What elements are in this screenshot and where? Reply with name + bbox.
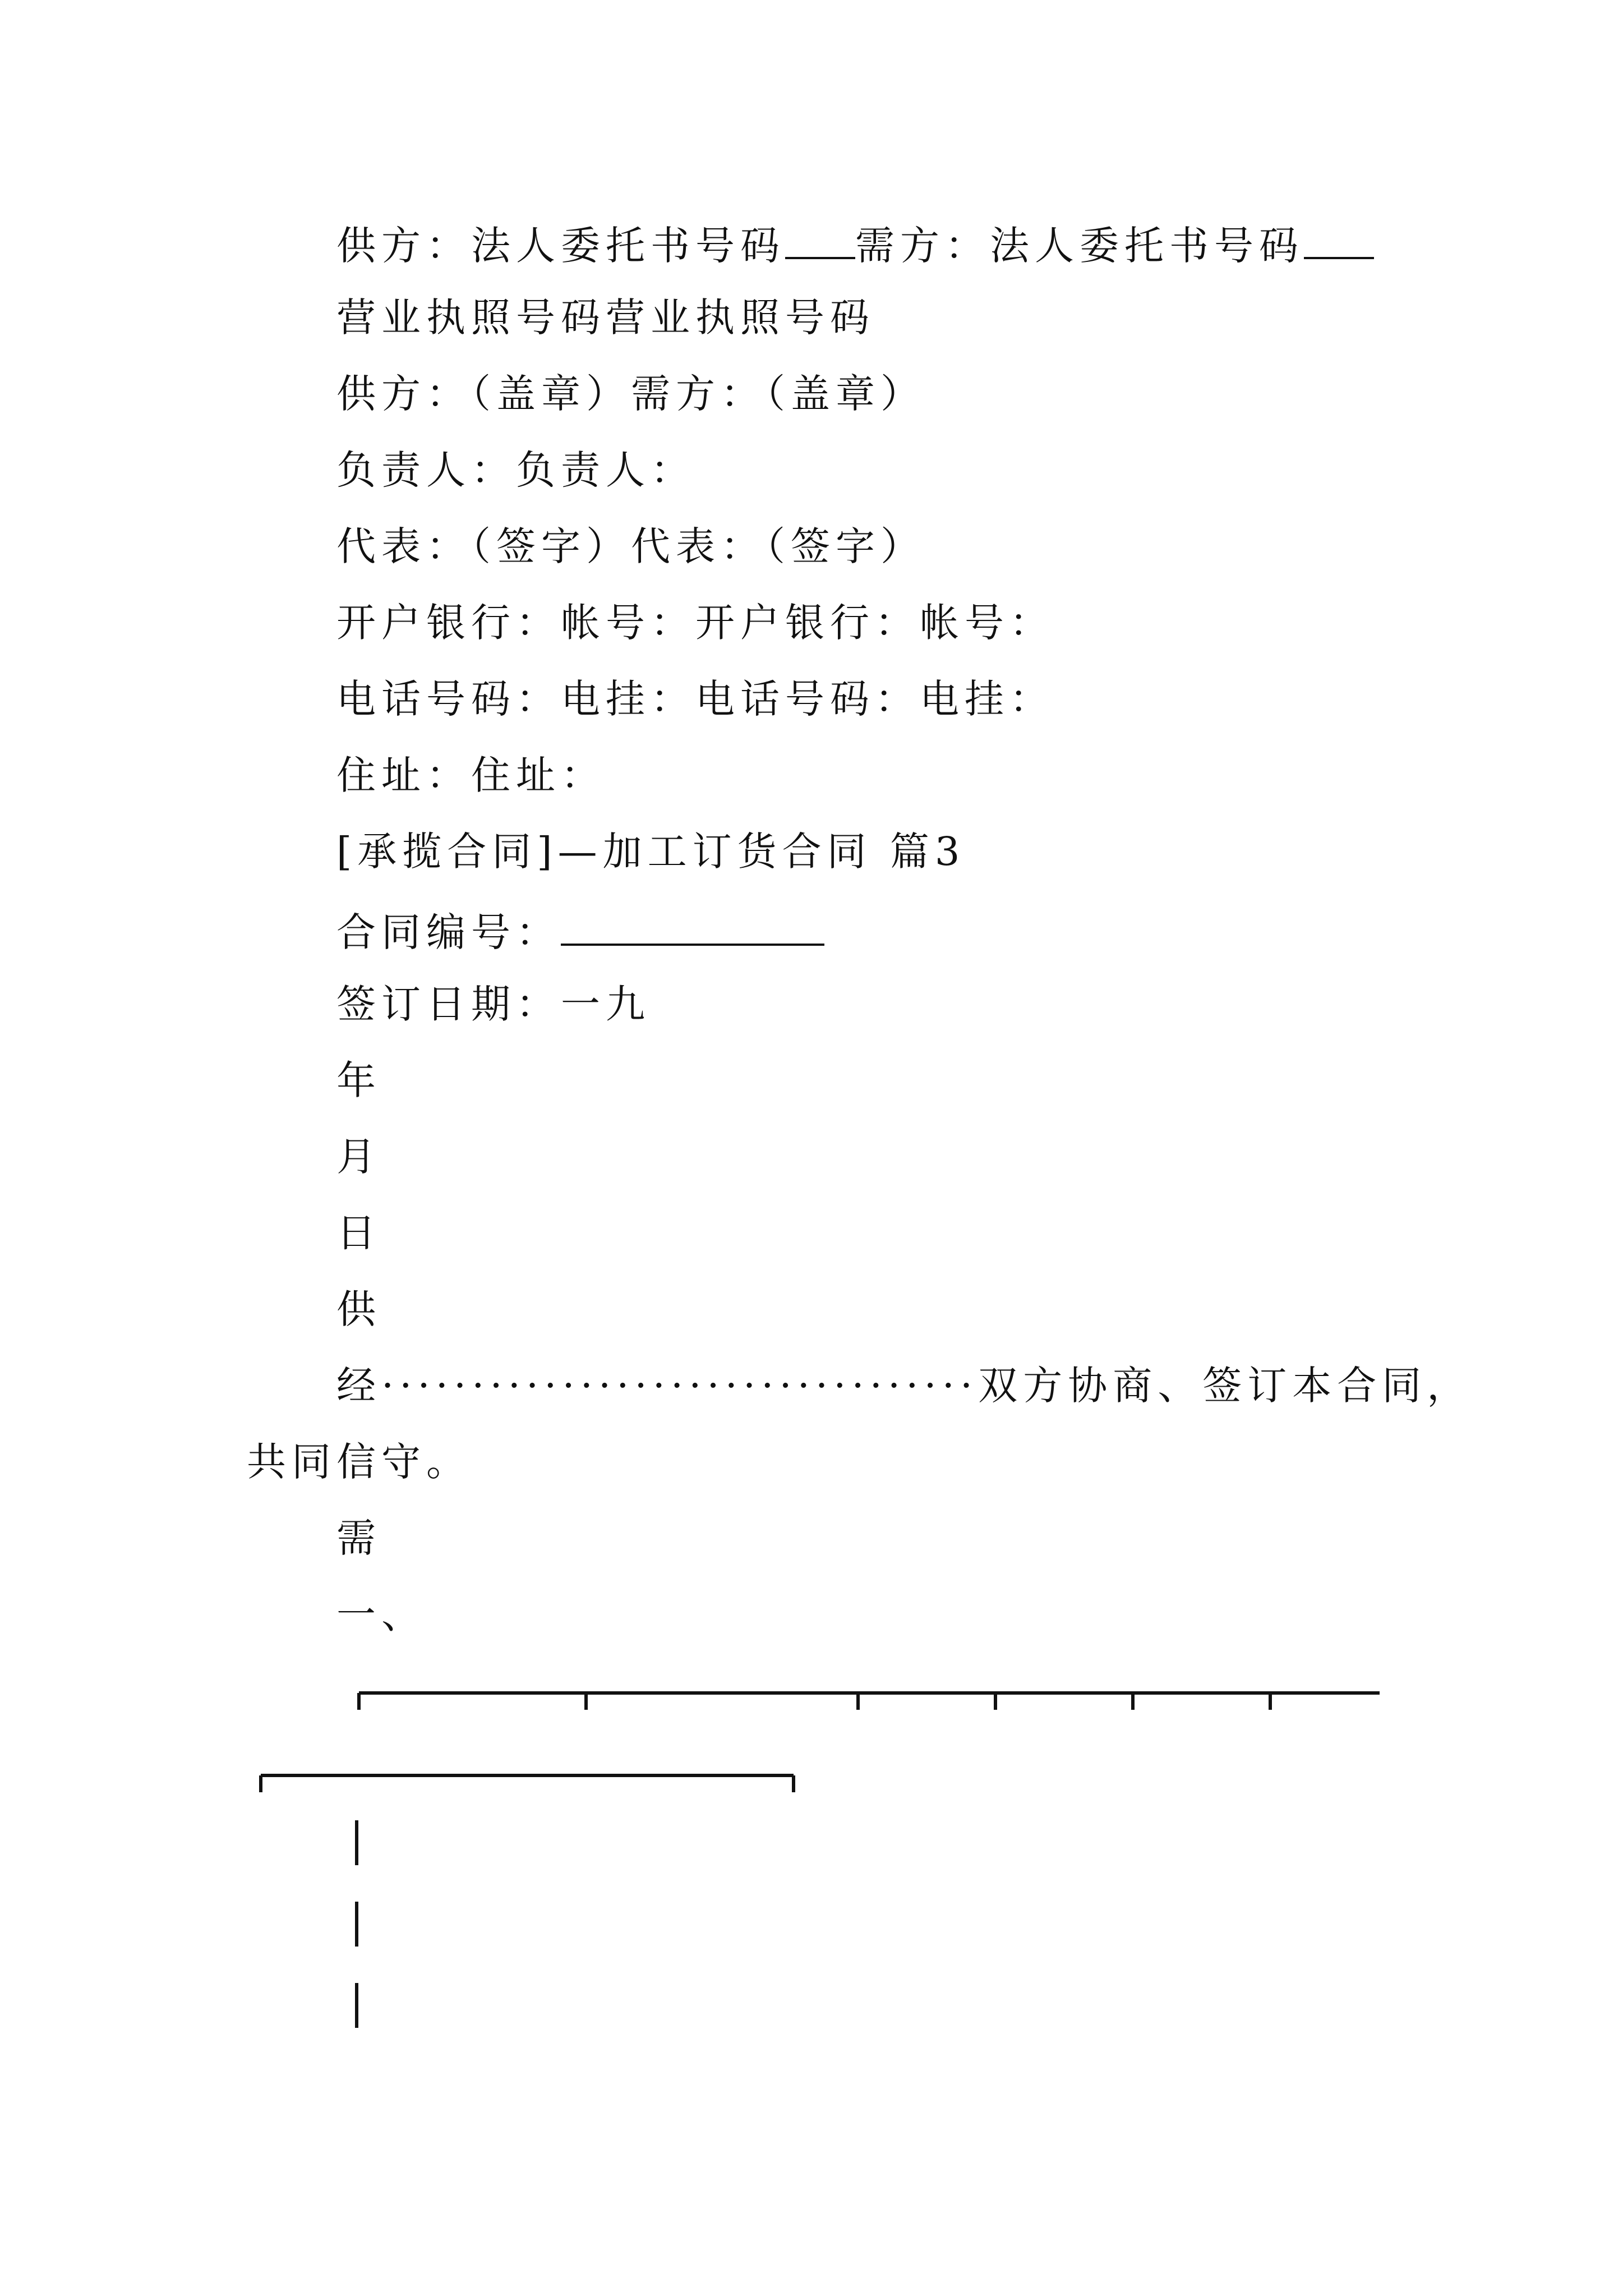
year-label: 年: [336, 1057, 381, 1103]
contract-number-label: 合同编号：: [336, 909, 561, 955]
business-license-line: 营业执照号码营业执照号码: [336, 295, 875, 341]
address-line: 住址：住址：: [336, 752, 606, 798]
buyer-proxy-label: 需方：法人委托书号码: [855, 223, 1304, 269]
section-one-label: 一、: [336, 1591, 426, 1637]
agreement-line-continued: 共同信守。: [247, 1439, 471, 1485]
representative-line: 代表：（签字）代表：（签字）: [336, 523, 925, 569]
agreement-line: 经·································双方协商、签订本合同，: [336, 1363, 1472, 1409]
contract-title: [承揽合同]—加工订货合同 篇3: [336, 829, 966, 875]
signing-date-line: 签订日期：一九: [336, 981, 651, 1027]
responsible-person-line: 负责人：负责人：: [336, 447, 695, 493]
supplier-short-label: 供: [336, 1286, 381, 1332]
day-label: 日: [336, 1210, 381, 1256]
supplier-proxy-label: 供方：法人委托书号码: [336, 223, 785, 269]
month-label: 月: [336, 1134, 381, 1180]
bank-account-line: 开户银行：帐号：开户银行：帐号：: [336, 600, 1054, 646]
buyer-short-label: 需: [336, 1515, 381, 1561]
phone-line: 电话号码：电挂：电话号码：电挂：: [336, 676, 1054, 722]
seal-line: 供方：（盖章）需方：（盖章）: [336, 371, 925, 417]
